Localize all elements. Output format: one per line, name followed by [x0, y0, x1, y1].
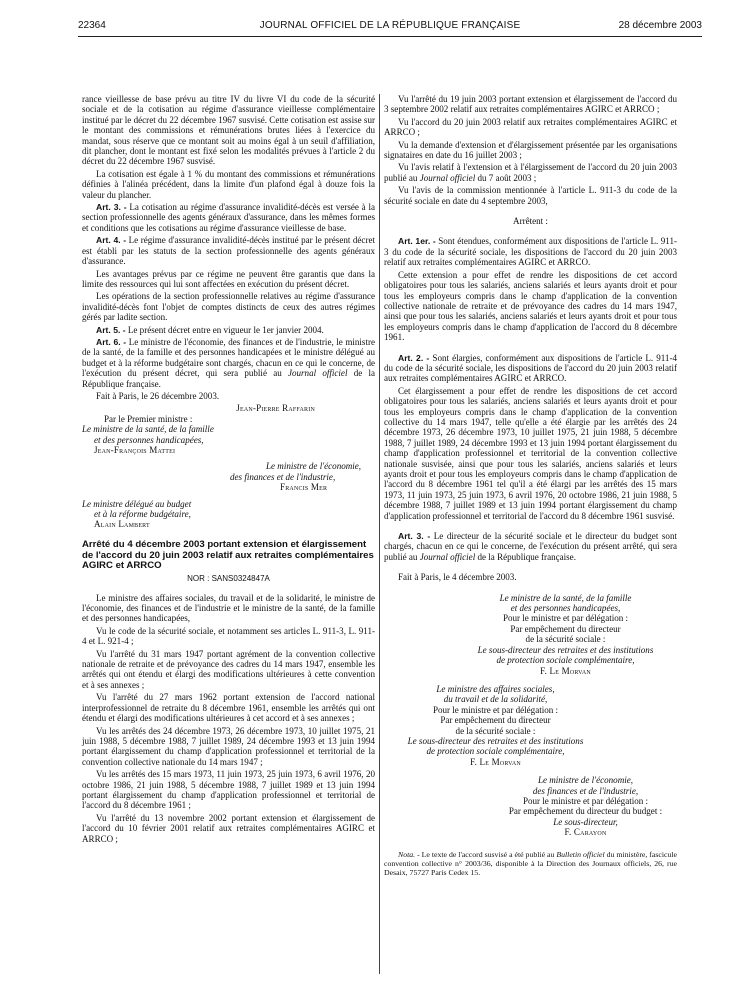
signatory-pm: Jean-Pierre Raffarin	[236, 403, 315, 414]
left-column	[82, 94, 375, 846]
signature-line: Par le Premier ministre :	[104, 413, 193, 424]
signatory-lambert: Alain Lambert	[94, 519, 150, 530]
issue-date: 28 décembre 2003	[618, 20, 702, 31]
signature-block-1	[384, 593, 677, 676]
signature-line	[82, 424, 375, 434]
signature-line: Pour le ministre et par délégation :	[502, 613, 629, 624]
signature-line	[384, 746, 607, 756]
signatory-mer: Francis Mer	[280, 482, 328, 493]
paragraph: Le ministre des affaires sociales, du travail et de la solidarité, le ministre de l'économie, des finances et de l'industrie et le ministre de la santé, de la famille et des personnes handicapées,	[82, 592, 375, 624]
visa: Vu les arrêtés des 15 mars 1973, 11 juin 1973, 25 juin 1973, 6 avril 1976, 20 octobre 1986, 21 juin 1988, 5 décembre 1988, 7 juillet 1989 et 13 juin 1994 portant élargissement du champ d'application professionnel et territorial de l'accord du 8 décembre 1961 ;	[82, 769, 375, 811]
journal-ref: Journal officiel	[419, 551, 476, 562]
signature-line	[82, 461, 375, 471]
article-label: Art. 5. -	[96, 324, 126, 335]
article-label: Art. 3. -	[96, 202, 127, 213]
signature-line	[82, 435, 375, 445]
journal-ref: Journal officiel	[419, 172, 476, 183]
director-title: Le sous-directeur des retraites et des institutions	[477, 644, 654, 655]
signature-line	[384, 684, 607, 694]
page-header	[78, 20, 702, 34]
paragraph: Cet élargissement a pour effet de rendre les dispositions de cet accord obligatoires pour tous les salariés, anciens salariés et leurs ayants droit et pour tous les employeurs compris dans le champ d'application de la convention collective du 14 mars 1947, telle qu'elle a été élargie par les arrêtés des 24 décembre 1973, 26 décembre 1973, 10 juillet 1975, 21 juin 1988, 5 décembre 1988, 7 juillet 1989, 24 décembre 1993 et 13 juin 1994 portant élargissement du champ d'application professionnel et territorial de la convention collective nationale susvisée, ainsi que pour tous les salariés, anciens salariés et leurs ayants droit et pour tous les employeurs compris dans le champ d'application de l'accord du 8 décembre 1961 tel qu'il a été élargi par les arrêtés des 15 mars 1973, 11 juin 1973, 25 juin 1973, 6 avril 1976, 20 octobre 1986, 21 juin 1988, 5 décembre 1988, 7 juillet 1989 et 13 juin 1994 portant élargissement du champ d'application professionnel et territorial de l'accord du 8 décembre 1961 susvisé.	[384, 385, 677, 521]
visa-text: Vu l'avis relatif à l'extension et à l'élargissement de l'accord du 20 juin 2003 publié au	[384, 162, 677, 183]
article-1	[384, 236, 677, 267]
visa: Vu l'arrêté du 31 mars 1947 portant agrément de la convention collective nationale de retraite et de prévoyance des cadres du 14 mars 1947, ensemble les arrêtés qui ont étendu et élargi des modifications ultérieures à cette convention et à ses annexes ;	[82, 648, 375, 690]
journal-ref: Journal officiel	[287, 368, 348, 379]
paragraph: Les opérations de la section professionnelle relatives au régime d'assurance invalidité-décès font l'objet de comptes distincts de ceux des autres régimes gérés par ladite section.	[82, 291, 375, 323]
minister-title: des finances et de l'industrie,	[230, 471, 336, 482]
paragraph: La cotisation est égale à 1 % du montant des commissions et rémunérations définies à l'alinéa précédent, dans la limite d'un plafond égal à douze fois la valeur du plancher.	[82, 168, 375, 200]
signatory-le-morvan: F. Le Morvan	[540, 665, 591, 676]
minister-title: et des personnes handicapées,	[510, 603, 621, 614]
visa: Vu l'arrêté du 13 novembre 2002 portant extension et élargissement de l'accord du 10 février 2001 relatif aux retraites complémentaires AGIRC et ARRCO ;	[82, 812, 375, 844]
signature-line: Par empêchement du directeur	[510, 623, 621, 634]
visa: Vu l'avis de la commission mentionnée à l'article L. 911-3 du code de la sécurité sociale en date du 4 septembre 2003,	[384, 185, 677, 206]
nota	[384, 850, 677, 878]
paragraph: rance vieillesse de base prévu au titre IV du livre VI du code de la sécurité sociale et de la cotisation au régime d'assurance vieillesse complémentaire institué par le décret du 22 décembre 1967 susvisé. Cette cotisation est assise sur le montant des commissions et rémunérations brutes liées à l'exercice du mandat, sous réserve que ce montant soit au moins égal à un seuil d'affiliation, dit plancher, dont le montant est fixé selon les modalités prévues à l'article 2 du décret du 22 décembre 1967 susvisé.	[82, 94, 375, 167]
right-column	[384, 94, 677, 879]
bulletin-ref: Bulletin officiel	[556, 849, 605, 859]
visa: Vu la demande d'extension et d'élargissement présentée par les organisations signataires en date du 16 juillet 2003 ;	[384, 139, 677, 161]
minister-title: Le ministre des affaires sociales,	[436, 683, 555, 694]
article-2	[384, 353, 677, 384]
article-label: Art. 6. -	[96, 336, 127, 347]
header-rule	[78, 36, 702, 37]
article-label: Art. 4. -	[96, 235, 127, 246]
minister-title: Le ministre de la santé, de la famille	[499, 592, 632, 603]
article-3	[384, 531, 677, 562]
director-title: Le sous-directeur,	[553, 816, 618, 827]
director-title: de protection sociale complémentaire,	[426, 746, 565, 757]
minister-title: Le ministre de l'économie,	[266, 461, 362, 472]
nota-label: Nota.	[398, 849, 416, 859]
signature-line	[454, 593, 677, 603]
signature-line	[494, 775, 677, 785]
visa: Vu les arrêtés des 24 décembre 1973, 26 décembre 1973, 10 juillet 1975, 21 juin 1988, 5 décembre 1988, 7 juillet 1989, 24 décembre 1993 et 13 juin 1994 portant élargissement du champ d'application professionnel et territorial de la convention collective nationale du 14 mars 1947 ;	[82, 725, 375, 767]
visa: Vu le code de la sécurité sociale, et notamment ses articles L. 911-3, L. 911-4 et L. 921-4 ;	[82, 625, 375, 647]
signature-line: Par empêchement du directeur du budget :	[508, 806, 663, 817]
article-label: Art. 3. -	[398, 531, 431, 542]
article-label: Art. 2. -	[398, 352, 430, 363]
signature-line: Pour le ministre et par délégation :	[522, 795, 649, 806]
signature-line: Par empêchement du directeur	[440, 715, 551, 726]
visa: Vu l'arrêté du 19 juin 2003 portant extension et élargissement de l'accord du 3 septembre 2002 relatif aux retraites complémentaires AGIRC et ARRCO ;	[384, 94, 677, 115]
page-number: 22364	[78, 20, 106, 31]
signature-line	[494, 786, 677, 796]
director-title: de protection sociale complémentaire,	[496, 655, 635, 666]
minister-title: et des personnes handicapées,	[94, 434, 204, 445]
signatory-le-morvan: F. Le Morvan	[470, 756, 521, 767]
article-text: Le régime d'assurance invalidité-décès institué par le présent décret est établi par les statuts de la section professionnelle des agents généraux d'assurance.	[82, 235, 375, 267]
article-text: Le directeur de la sécurité sociale et le directeur du budget sont chargés, chacun en ce qui le concerne, de l'exécution du présent arrêté, qui sera publié au	[384, 531, 677, 562]
signature-line: Pour le ministre et par délégation :	[432, 704, 559, 715]
signature-line	[82, 499, 375, 509]
director-title: Le sous-directeur des retraites et des institutions	[407, 735, 584, 746]
minister-title: du travail et de la solidarité,	[443, 694, 548, 705]
signature-line	[454, 645, 677, 655]
paragraph: Cette extension a pour effet de rendre les dispositions de cet accord obligatoires pour tous les salariés, anciens salariés et leurs ayants droit et pour tous les employeurs compris dans le champ d'application de la convention collective nationale de retraite et de prévoyance des cadres du 14 mars 1947, ainsi que pour tous les salariés, anciens salariés et leurs ayants droit et pour tous les employeurs compris dans le champ d'application de l'accord du 8 décembre 1961.	[384, 269, 677, 343]
signature-line	[82, 472, 375, 482]
minister-title: des finances et de l'industrie,	[532, 785, 639, 796]
minister-title: Le ministre de la santé, de la famille	[82, 424, 214, 435]
journal-title: JOURNAL OFFICIEL DE LA RÉPUBLIQUE FRANÇAISE	[259, 20, 521, 31]
signature-line	[494, 817, 677, 827]
article-text: Sont élargies, conformément aux dispositions de l'article L. 911-4 du code de la sécurité sociale, les dispositions de l'accord du 20 juin 2003 relatif aux retraites complémentaires AGIRC et ARRCO.	[384, 352, 677, 384]
article-text: Le présent décret entre en vigueur le 1er janvier 2004.	[125, 324, 324, 335]
visa	[384, 162, 677, 183]
signature-line	[454, 603, 677, 613]
article-text: Sont étendues, conformément aux dispositions de l'article L. 911-3 du code de la sécurité sociale, les dispositions de l'accord du 20 juin 2003 relatif aux retraites complémentaires AGIRC et ARRCO.	[384, 236, 677, 268]
paragraph: Les avantages prévus par ce régime ne peuvent être garantis que dans la limite des ressources qui lui sont affectées en exécution du présent décret.	[82, 268, 375, 289]
signature-place-date: Fait à Paris, le 4 décembre 2003.	[398, 572, 517, 583]
nota-text: du ministère, fascicule convention collective n° 2003/36, disponible à la Direction des Journaux officiels, 26, rue Desaix, 75727 Paris Cedex 15.	[384, 849, 677, 877]
signature-line	[82, 509, 375, 519]
signature-line	[384, 736, 607, 746]
arretent-heading: Arrêtent :	[513, 216, 548, 227]
article-5	[82, 325, 375, 335]
article-text: Le ministre de l'économie, des finances et de l'industrie, le ministre de la santé, de la famille et des personnes handicapées et le ministre délégué au budget et à la réforme budgétaire sont chargés, chacun en ce qui le concerne, de l'exécution du présent décret, qui sera publié au	[82, 336, 375, 379]
minister-title: Le ministre de l'économie,	[537, 775, 634, 786]
minister-title: Le ministre délégué au budget	[82, 498, 192, 509]
article-text: de la République française.	[475, 551, 576, 562]
article-6	[82, 337, 375, 389]
arrete-title: Arrêté du 4 décembre 2003 portant extension et élargissement de l'accord du 20 juin 2003 relatif aux retraites complémentaires AGIRC et ARRCO	[82, 538, 374, 572]
column-divider	[379, 94, 380, 974]
article-3	[82, 202, 375, 233]
signature-line	[454, 655, 677, 665]
signature-block-3	[384, 775, 677, 837]
article-text: La cotisation au régime d'assurance invalidité-décès est versée à la section professionnelle des agents généraux d'assurance, dans les mêmes formes et conditions que les cotisations au régime d'assurance vieillesse de base.	[82, 202, 375, 233]
visa: Vu l'accord du 20 juin 2003 relatif aux retraites complémentaires AGIRC et ARRCO ;	[384, 116, 677, 138]
article-4	[82, 235, 375, 266]
signatory-mattei: Jean-François Mattei	[94, 445, 176, 455]
visa-text: du 7 août 2003 ;	[475, 172, 537, 183]
signatory-carayon: F. Carayon	[564, 827, 607, 838]
signature-block-2	[384, 684, 677, 767]
signature-place-date: Fait à Paris, le 26 décembre 2003.	[96, 390, 220, 401]
signature-line: de la sécurité sociale :	[525, 634, 606, 645]
minister-title: et à la réforme budgétaire,	[94, 509, 191, 520]
nota-text: - Le texte de l'accord susvisé a été publié au	[415, 849, 557, 859]
signature-line: de la sécurité sociale :	[455, 725, 536, 736]
article-text: de la République française.	[82, 368, 375, 389]
article-label: Art. 1er. -	[398, 236, 436, 247]
nor-reference: NOR : SANS0324847A	[187, 574, 270, 584]
visa: Vu l'arrêté du 27 mars 1962 portant extension de l'accord national interprofessionnel de retraite du 8 décembre 1961, ensemble les arrêtés qui ont étendu et élargi des modifications ultérieures à cet accord et à ses annexes ;	[82, 692, 375, 724]
signature-line	[384, 694, 607, 704]
